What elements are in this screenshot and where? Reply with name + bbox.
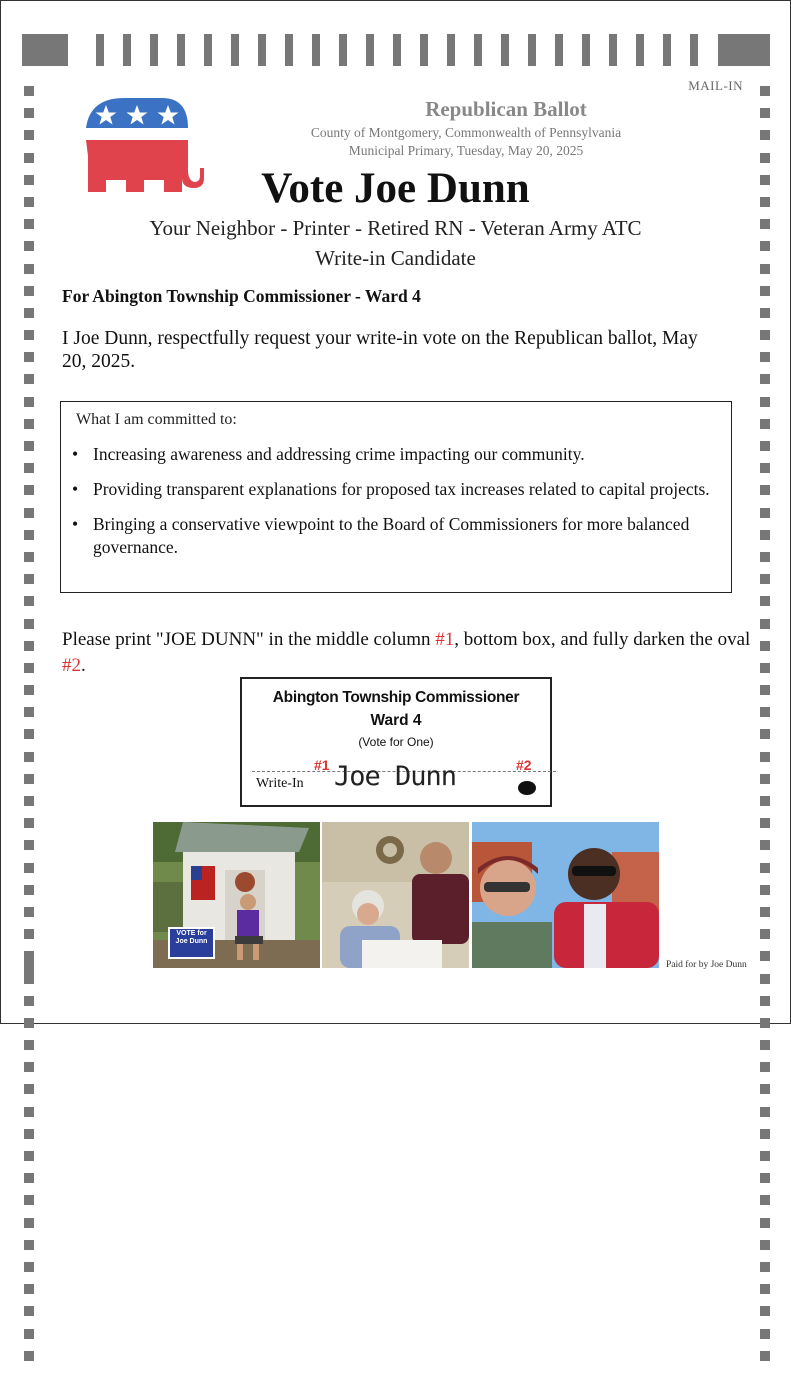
mail-in-label: MAIL-IN xyxy=(688,78,743,93)
timing-mark xyxy=(231,34,239,66)
commitments-list xyxy=(61,443,713,571)
ballot-election: Municipal Primary, Tuesday, May 20, 2025 xyxy=(348,143,584,158)
ballot-county: County of Montgomery, Commonwealth of Pennsylvania xyxy=(310,125,622,140)
timing-mark xyxy=(393,34,401,66)
instructions-text: Please print "JOE DUNN" in the middle column xyxy=(62,629,436,650)
sample-office-line1: Abington Township Commissioner xyxy=(272,689,520,706)
timing-marks-top xyxy=(22,34,770,66)
list-item: • Increasing awareness and addressing crime impacting our community. xyxy=(93,443,713,466)
timing-mark xyxy=(366,34,374,66)
ballot-jurisdiction xyxy=(260,124,672,160)
instructions-text: . xyxy=(81,655,86,676)
timing-mark xyxy=(420,34,428,66)
timing-mark xyxy=(339,34,347,66)
candidate-type: Write-in Candidate xyxy=(315,246,476,270)
office-heading: For Abington Township Commissioner - Ward 4 xyxy=(62,286,421,306)
timing-mark xyxy=(177,34,185,66)
request-paragraph: I Joe Dunn, respectfully request your write-in vote on the Republican ballot, May 20, 2025. xyxy=(62,328,698,372)
filled-oval xyxy=(518,781,536,795)
sample-ballot-box xyxy=(240,677,552,807)
write-in-label: Write-In xyxy=(256,776,304,791)
commitments-box xyxy=(60,401,732,593)
paid-for-by: Paid for by Joe Dunn xyxy=(666,960,747,970)
headline: Vote Joe Dunn xyxy=(261,165,530,212)
timing-mark xyxy=(501,34,509,66)
instructions-ref-1: #1 xyxy=(435,629,455,650)
photo-voter-image xyxy=(322,822,469,968)
timing-mark xyxy=(690,34,698,66)
timing-mark xyxy=(609,34,617,66)
timing-marks-right xyxy=(760,86,770,1373)
marker-2: #2 xyxy=(516,757,532,773)
commitments-title: What I am committed to: xyxy=(76,411,237,428)
handwritten-name: Joe Dunn xyxy=(334,761,457,792)
timing-mark xyxy=(555,34,563,66)
timing-mark xyxy=(150,34,158,66)
timing-mark xyxy=(582,34,590,66)
timing-mark xyxy=(528,34,536,66)
list-item: • Bringing a conservative viewpoint to the Board of Commissioners for more balanced governance. xyxy=(93,513,713,559)
timing-mark xyxy=(447,34,455,66)
photo-shed xyxy=(153,822,320,968)
yard-sign: VOTE for Joe Dunn xyxy=(168,927,215,959)
sample-vote-for: (Vote for One) xyxy=(358,735,434,749)
timing-mark xyxy=(258,34,266,66)
timing-marks-left xyxy=(24,86,34,1373)
timing-mark xyxy=(636,34,644,66)
timing-mark xyxy=(204,34,212,66)
timing-mark xyxy=(22,34,68,66)
timing-mark xyxy=(718,34,770,66)
timing-mark xyxy=(123,34,131,66)
timing-mark-bottom xyxy=(24,953,34,983)
instructions xyxy=(62,627,752,679)
photo-voter xyxy=(322,822,469,968)
photo-selfie-image xyxy=(472,822,659,968)
sample-office-line2: Ward 4 xyxy=(370,712,422,729)
marker-1: #1 xyxy=(314,757,330,773)
instructions-text: , bottom box, and fully darken the oval xyxy=(454,629,751,650)
photo-selfie xyxy=(472,822,659,968)
instructions-ref-2: #2 xyxy=(62,655,81,676)
list-item: • Providing transparent explanations for proposed tax increases related to capital projects. xyxy=(93,478,713,501)
ballot-party: Republican Ballot xyxy=(425,97,587,121)
timing-mark xyxy=(663,34,671,66)
timing-mark xyxy=(312,34,320,66)
timing-mark xyxy=(285,34,293,66)
timing-mark xyxy=(474,34,482,66)
timing-mark xyxy=(96,34,104,66)
tagline: Your Neighbor - Printer - Retired RN - Veteran Army ATC xyxy=(149,216,642,240)
